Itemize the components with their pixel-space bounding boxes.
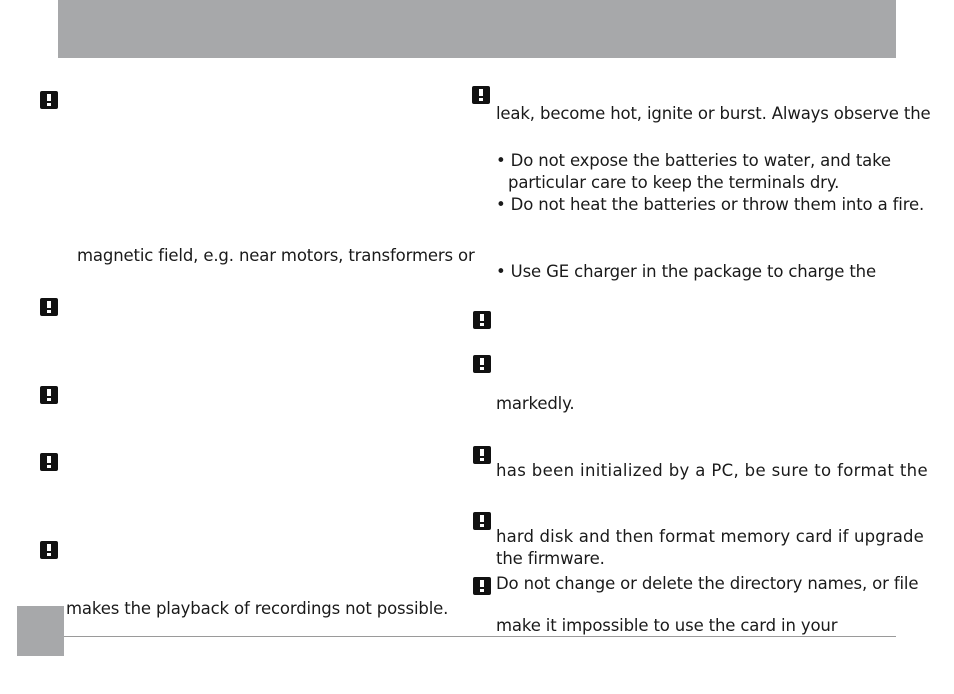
body-text-line: hard disk and then format memory card if upgrade bbox=[496, 527, 924, 546]
warning-icon bbox=[40, 541, 58, 559]
body-text-line: makes the playback of recordings not possible. bbox=[66, 599, 449, 618]
warning-icon bbox=[473, 355, 491, 373]
page-number-tab bbox=[17, 606, 64, 656]
warning-icon bbox=[473, 446, 491, 464]
bullet-item: • Use GE charger in the package to charge the bbox=[496, 262, 876, 281]
warning-icon bbox=[40, 453, 58, 471]
warning-icon bbox=[473, 311, 491, 329]
bullet-item: • Do not expose the batteries to water, and take bbox=[496, 151, 891, 170]
body-text-line: the firmware. bbox=[496, 549, 605, 568]
body-text-line: make it impossible to use the card in your bbox=[496, 616, 838, 635]
body-text-line: leak, become hot, ignite or burst. Always observe the bbox=[496, 104, 931, 123]
footer-rule bbox=[64, 636, 896, 637]
bullet-item: • Do not heat the batteries or throw them into a fire. bbox=[496, 195, 925, 214]
body-text-line: magnetic field, e.g. near motors, transformers or bbox=[77, 246, 475, 265]
warning-icon bbox=[40, 91, 58, 109]
warning-icon bbox=[473, 577, 491, 595]
warning-icon bbox=[40, 298, 58, 316]
warning-icon bbox=[473, 512, 491, 530]
body-text-line: markedly. bbox=[496, 394, 575, 413]
body-text-line: has been initialized by a PC, be sure to format the bbox=[496, 461, 928, 480]
warning-icon bbox=[40, 386, 58, 404]
header-bar bbox=[58, 0, 896, 58]
warning-icon bbox=[472, 86, 490, 104]
bullet-item-continuation: particular care to keep the terminals dry. bbox=[508, 173, 840, 192]
body-text-line: Do not change or delete the directory names, or file bbox=[496, 574, 919, 593]
